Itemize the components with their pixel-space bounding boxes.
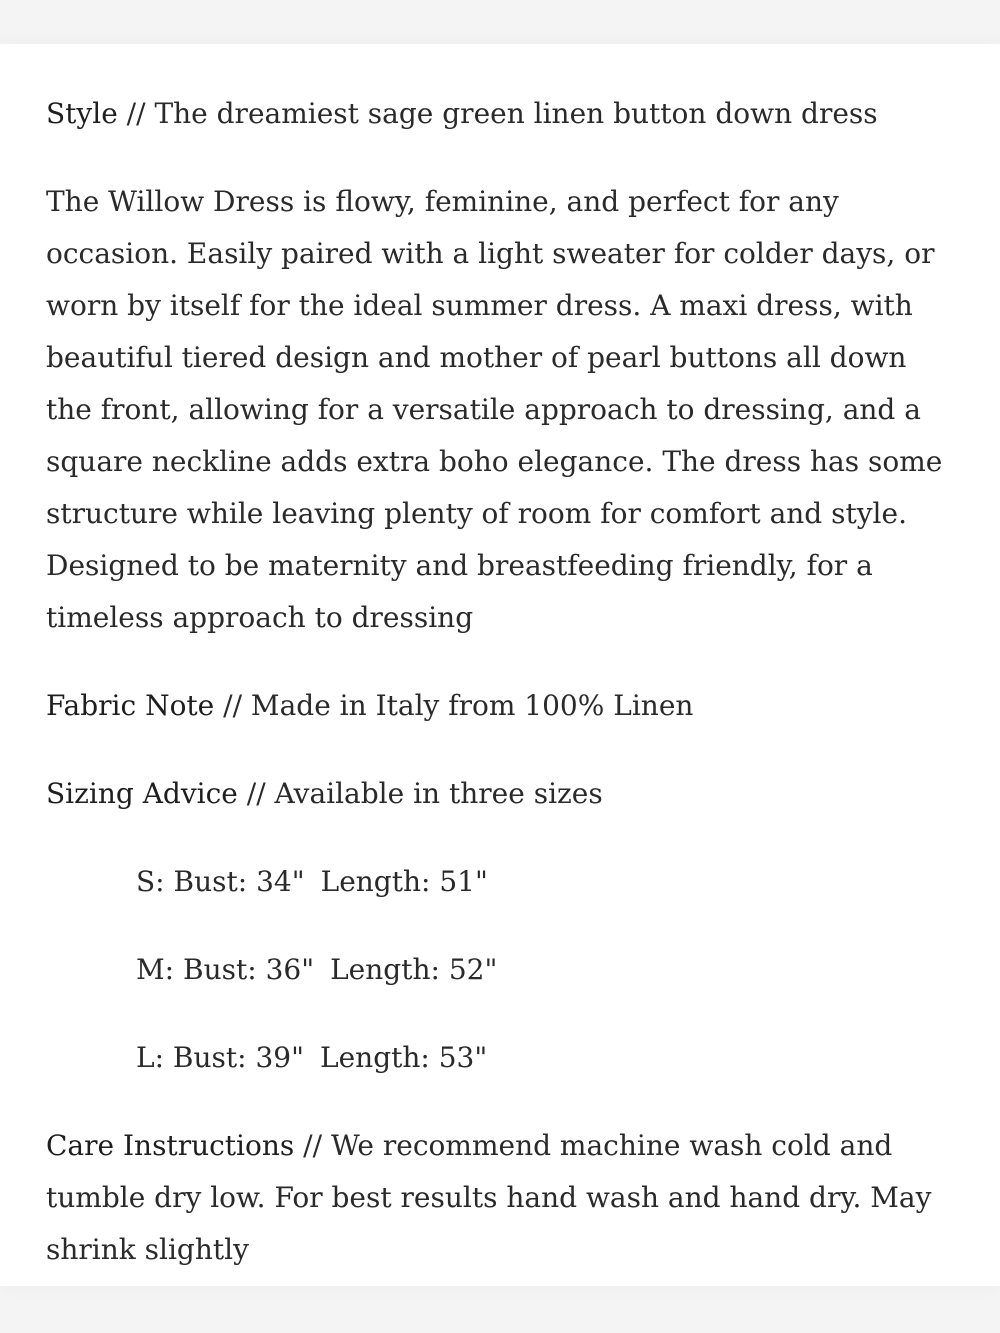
description-paragraph: The Willow Dress is flowy, feminine, and perfect for any occasion. Easily paired with a light sweater for colder days, or worn by itself for the ideal summer dress. A maxi dress, with beautiful tiered design and mother of pearl buttons all down the front, allowing for a versatile approach to dressing, and a square neckline adds extra boho elegance. The dress has some structure while leaving plenty of room for comfort and style. Designed to be maternity and breastfeeding friendly, for a timeless approach to dressing — [46, 185, 943, 634]
sizing-label: Sizing Advice — [46, 777, 238, 810]
style-line — [46, 88, 956, 140]
size-bust: M: Bust: 36" — [136, 953, 315, 986]
care-separator: // — [294, 1129, 331, 1162]
fabric-line — [46, 680, 956, 732]
size-bust: S: Bust: 34" — [136, 865, 305, 898]
care-line — [46, 1120, 956, 1276]
style-separator: // — [117, 97, 155, 130]
size-length: Length: 51" — [320, 865, 488, 898]
fabric-text: Made in Italy from 100% Linen — [250, 689, 694, 722]
size-list — [46, 856, 956, 1084]
sizing-line — [46, 768, 956, 820]
size-row-s — [136, 856, 956, 908]
size-length: Length: 53" — [320, 1041, 488, 1074]
size-length: Length: 52" — [330, 953, 498, 986]
size-bust: L: Bust: 39" — [136, 1041, 304, 1074]
care-text: We recommend machine wash cold and tumble dry low. For best results hand wash and hand dry. May shrink slightly — [46, 1129, 932, 1266]
sizing-text: Available in three sizes — [274, 777, 603, 810]
size-row-l — [136, 1032, 956, 1084]
fabric-separator: // — [214, 689, 251, 722]
style-label: Style — [46, 97, 118, 130]
product-description-panel — [0, 44, 1000, 1286]
fabric-label: Fabric Note — [46, 689, 215, 722]
care-label: Care Instructions — [46, 1129, 295, 1162]
sizing-separator: // — [237, 777, 275, 810]
size-row-m — [136, 944, 956, 996]
style-text: The dreamiest sage green linen button down dress — [154, 97, 878, 130]
product-description — [46, 88, 956, 1312]
